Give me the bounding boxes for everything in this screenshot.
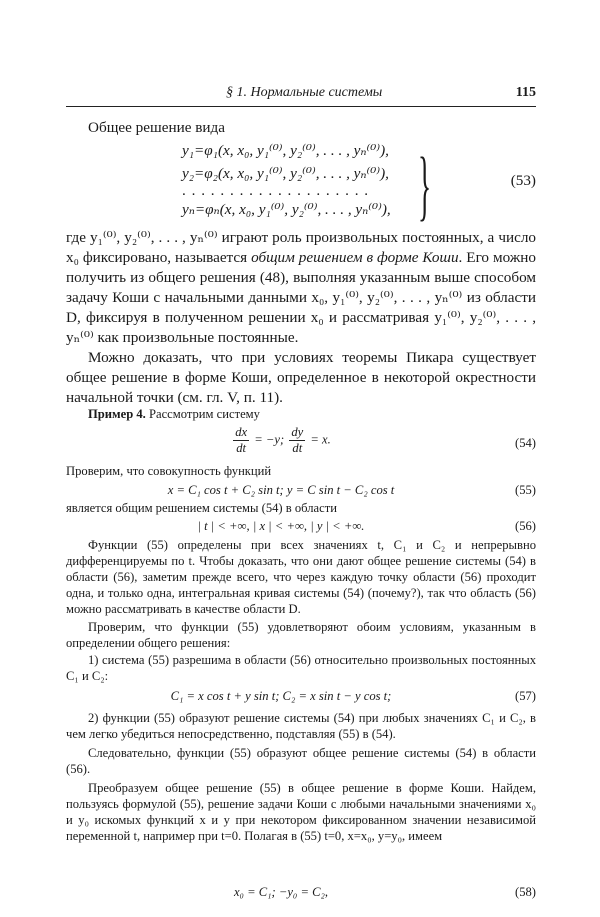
equation-55: x = C₁ cos t + C₂ sin t; y = C sin t − C₂ cos t (55) [167, 483, 536, 497]
paragraph-check: Проверим, что совокупность функций [66, 464, 272, 478]
equation-number-53: (53) [510, 172, 536, 189]
page-number: 115 [515, 85, 536, 100]
equation-number-57: (57) [515, 689, 536, 703]
equation-57: C₁ = x cos t + y sin t; C₂ = x sin t − y cos t; (57) [170, 689, 536, 703]
system-dots: . . . . . . . . . . . . . . . . . . . . [182, 182, 370, 199]
paragraph-transform: Преобразуем общее решение (55) в общее решение в форме Коши. Найдем, пользуясь формулой (55), решение задачи Коши с любыми начальными значениями x₀ и y₀ искомых функций x и y при некотором фиксированном значении независимой переменной t, например при t=0. Полагая в (55) t=0, x=x₀, y=y₀, имеем [66, 781, 536, 843]
section-title: § 1. Нормальные системы [226, 85, 383, 100]
example-label: Пример 4. [88, 407, 146, 421]
term-cauchy: общим решением в форме Коши [251, 249, 459, 266]
running-header [66, 85, 536, 103]
paragraph-condition-1: 1) система (55) разрешима в области (56) относительно произвольных постоянных C₁ и C₂: [66, 653, 536, 683]
equation-number-58: (58) [515, 885, 536, 899]
equation-number-54: (54) [515, 436, 536, 450]
equation-56: | t | < +∞, | x | < +∞, | y | < +∞. (56) [197, 519, 536, 533]
paragraph-conclusion: Следовательно, функции (55) образуют общее решение системы (54) в области (56). [66, 746, 536, 776]
equation-58: x₀ = C₁; −y₀ = C₂, (58) [233, 885, 536, 899]
paragraph-condition-2: 2) функции (55) образуют решение системы (54) при любых значениях C₁ и C₂, в чем легко убедиться непосредственно, подставляя (55) в (54). [66, 711, 536, 741]
equation-54: $\frac{dx}{dt}$ = −y; $\frac{dy}{dt}$ = x. (54) [235, 425, 536, 455]
system-line-2: y₂=φ₂(x, x₀, y₁⁽⁰⁾, y₂⁽⁰⁾, . . . , yₙ⁽⁰⁾), [182, 165, 389, 182]
equation-number-55: (55) [515, 483, 536, 497]
right-brace: } [418, 141, 432, 228]
header-rule [66, 106, 536, 107]
paragraph-cauchy-definition: где y₁⁽⁰⁾, y₂⁽⁰⁾, . . . , yₙ⁽⁰⁾ играют роль произвольных постоянных, а число x₀ фиксировано, называется общим решением в форме Коши. Его можно получить из общего решения (48), выполняя указанным выше способом задачу Коши с начальными данными x₀, y₁⁽⁰⁾, y₂⁽⁰⁾, . . . , yₙ⁽⁰⁾ из области D, фиксируя в полученном решении x₀ и рассматривая y₁⁽⁰⁾, y₂⁽⁰⁾, . . . , yₙ⁽⁰⁾ как произвольные постоянные. [66, 229, 536, 346]
paragraph-functions-defined: Функции (55) определены при всех значениях t, C₁ и C₂ и непрерывно дифференцируемы по t. Чтобы доказать, что они дают общее решение системы (54) в области (56), заметим прежде всего, что через каждую точку области (56) проходит одна, и только одна, интегральная кривая системы (54) (почему?), так что область (56) можно рассматривать в качестве области D. [66, 538, 536, 616]
paragraph-verify-conditions: Проверим, что функции (55) удовлетворяют обоим условиям, указанным в определении общего решения: [66, 620, 536, 650]
paragraph-general-solution: является общим решением системы (54) в области [66, 501, 337, 515]
system-line-n: yₙ=φₙ(x, x₀, y₁⁽⁰⁾, y₂⁽⁰⁾, . . . , yₙ⁽⁰⁾), [182, 201, 391, 218]
example-heading: Пример 4. Рассмотрим систему [88, 407, 260, 421]
equation-number-56: (56) [515, 519, 536, 533]
system-line-1: y₁=φ₁(x, x₀, y₁⁽⁰⁾, y₂⁽⁰⁾, . . . , yₙ⁽⁰⁾), [182, 142, 389, 159]
intro-text: Общее решение вида [88, 119, 225, 136]
paragraph-picard: Можно доказать, что при условиях теоремы Пикара существует общее решение в форме Коши, определенное в некоторой окрестности начальной точки (см. гл. V, п. 11). [66, 349, 536, 406]
